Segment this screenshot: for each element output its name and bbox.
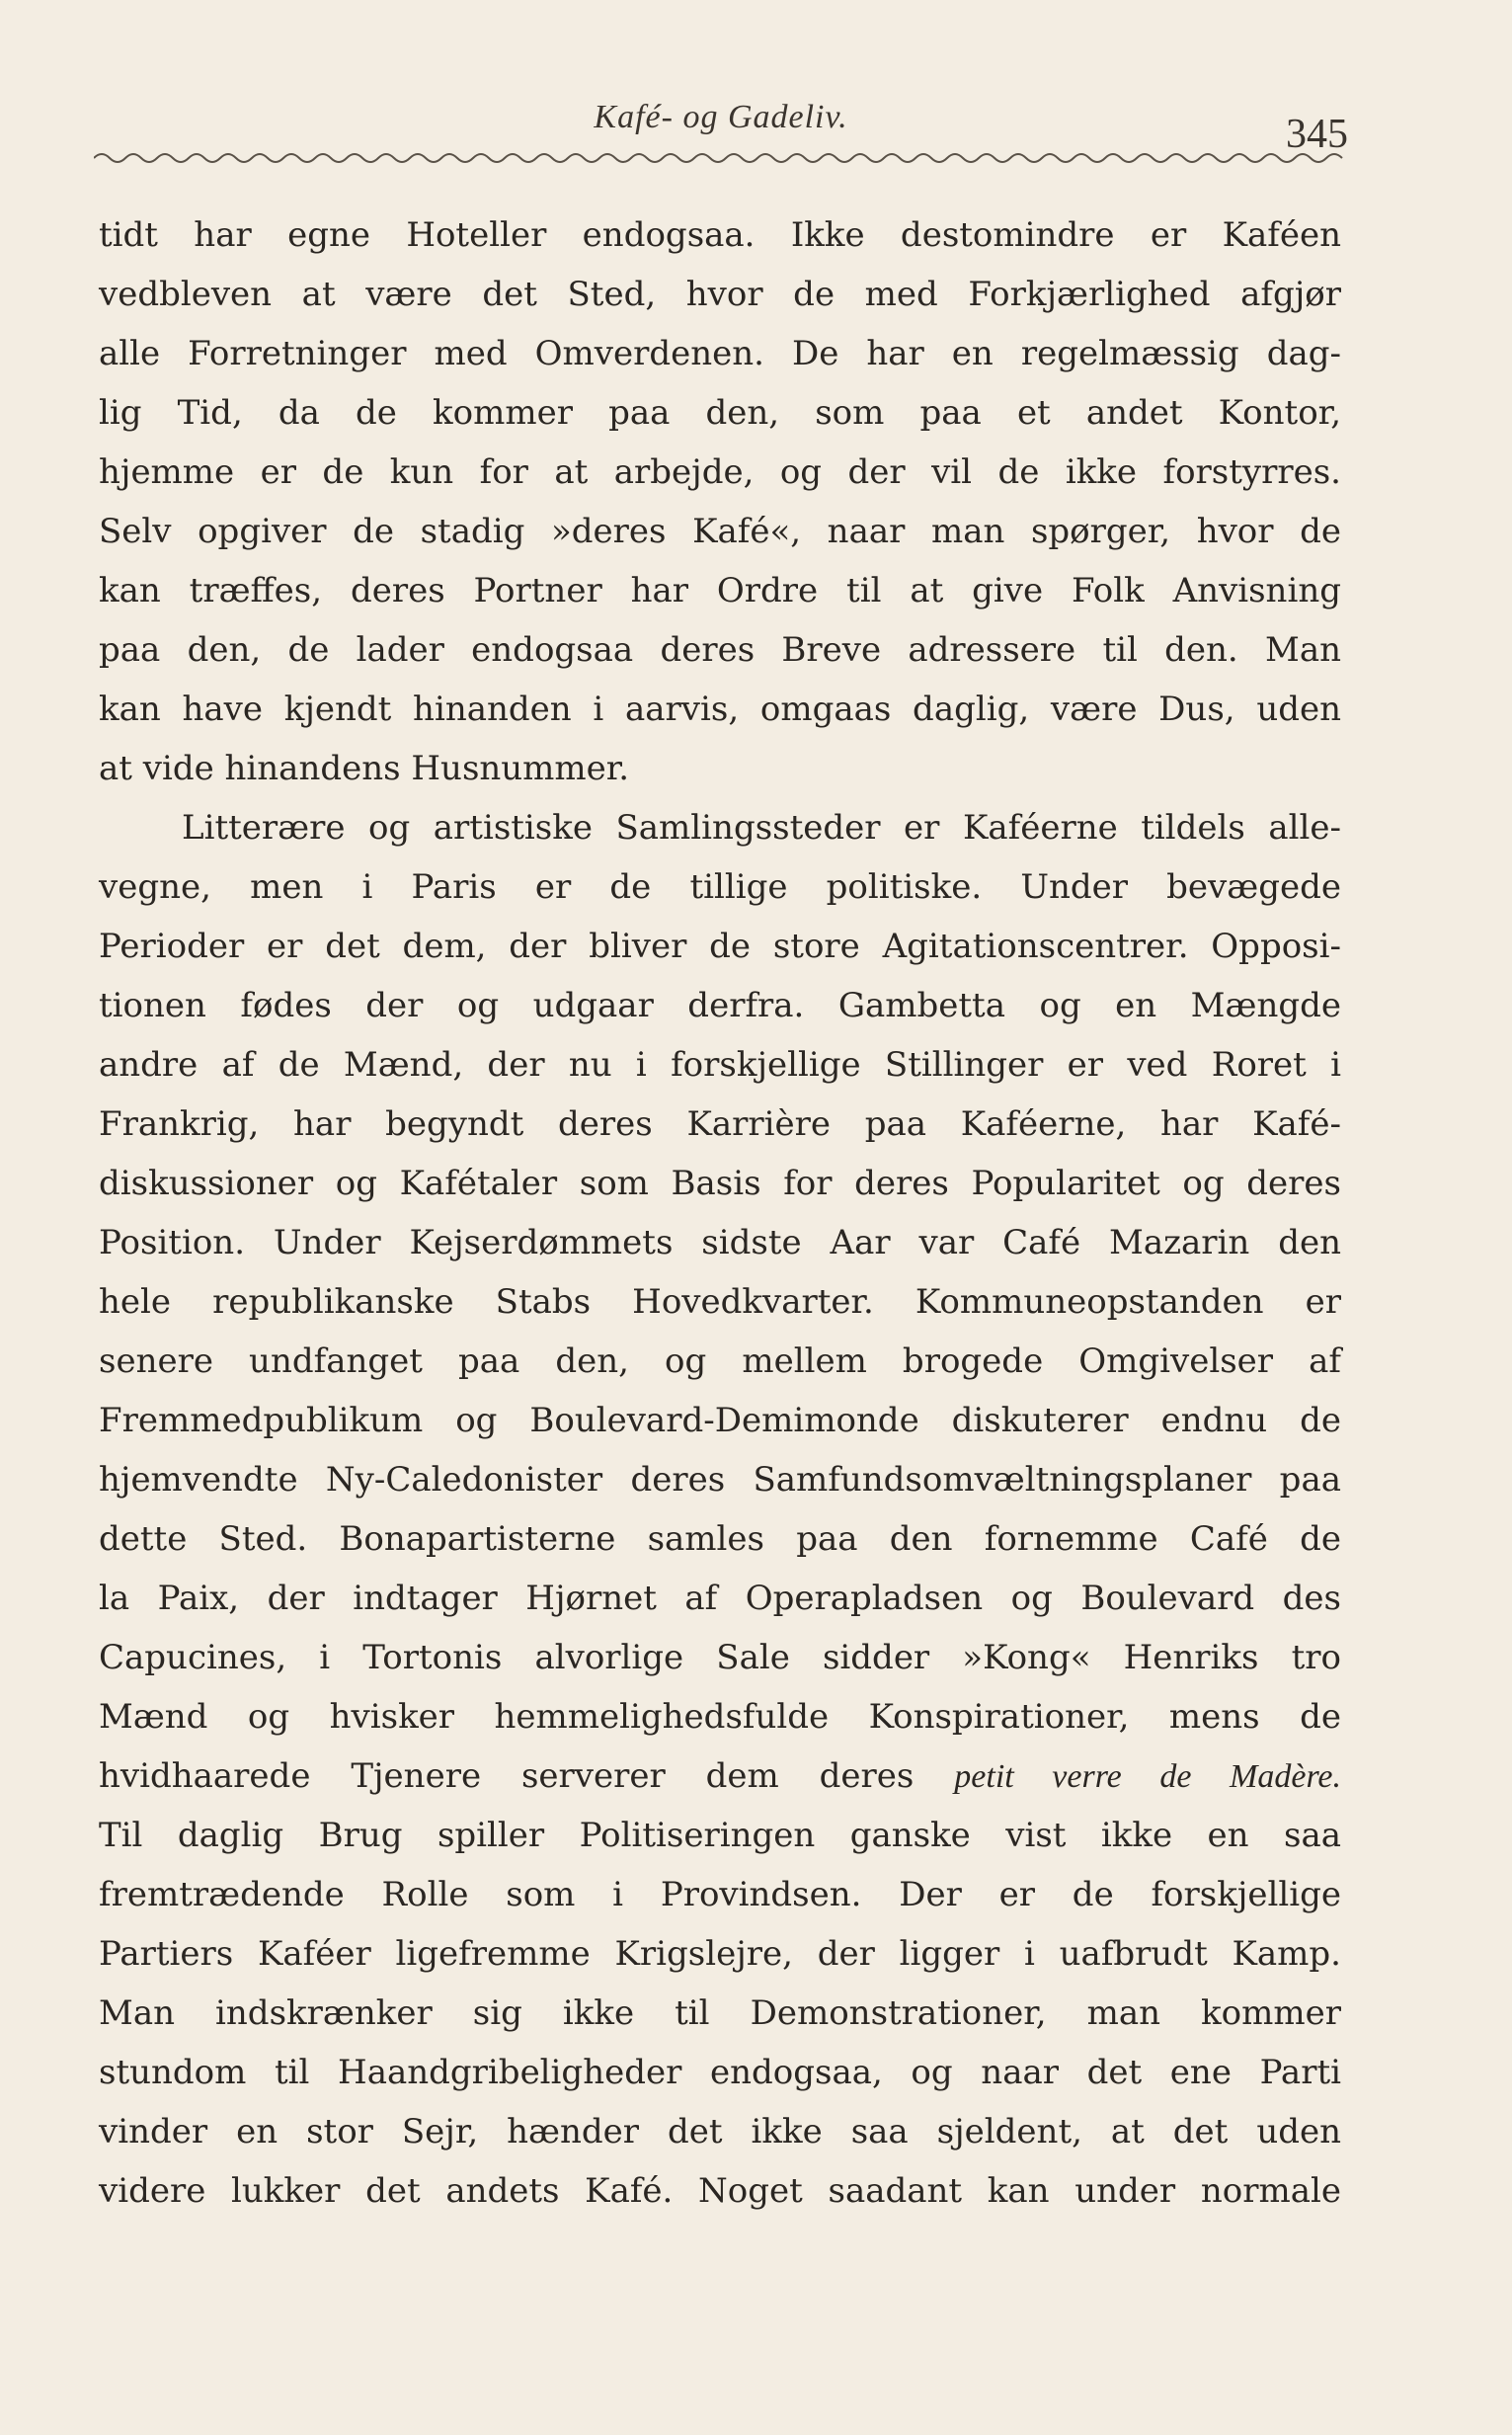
text-line: senere undfanget paa den, og mellem brogede Omgivelser af (99, 1341, 1341, 1381)
text-line: vinder en stor Sejr, hænder det ikke saa sjeldent, at det uden (99, 2112, 1341, 2151)
page-header (94, 99, 1348, 168)
text-line: vedbleven at være det Sted, hvor de med Forkjærlighed afgjør (99, 275, 1341, 314)
text-line: Fremmedpublikum og Boulevard-Demimonde diskuterer endnu de (99, 1401, 1341, 1440)
text-line: Capucines, i Tortonis alvorlige Sale sidder »Kong« Henriks tro (99, 1638, 1341, 1677)
text-line: alle Forretninger med Omverdenen. De har en regelmæssig dag- (99, 334, 1341, 373)
page-number: 345 (1286, 112, 1348, 157)
text-line: at vide hinandens Husnummer. (99, 749, 630, 788)
text-line-with-italic (99, 1746, 1341, 1806)
text-line: hele republikanske Stabs Hovedkvarter. Kommuneopstanden er (99, 1282, 1341, 1322)
text-line: la Paix, der indtager Hjørnet af Operapladsen og Boulevard des (99, 1579, 1341, 1618)
text-line: Frankrig, har begyndt deres Karrière paa Kaféerne, har Kafé- (99, 1104, 1341, 1144)
text-line: dette Sted. Bonapartisterne samles paa den fornemme Café de (99, 1519, 1341, 1559)
text-line: stundom til Haandgribeligheder endogsaa, og naar det ene Parti (99, 2053, 1341, 2092)
text-line: Selv opgiver de stadig »deres Kafé«, naar man spørger, hvor de (99, 512, 1341, 551)
wavy-rule-ornament (94, 150, 1348, 166)
text-line: Mænd og hvisker hemmelighedsfulde Konspirationer, mens de (99, 1697, 1341, 1737)
text-line: andre af de Mænd, der nu i forskjellige Stillinger er ved Roret i (99, 1045, 1341, 1085)
text-line: Litterære og artistiske Samlingssteder er Kaféerne tildels alle- (182, 808, 1341, 848)
text-line: hjemme er de kun for at arbejde, og der vil de ikke forstyrres. (99, 452, 1341, 492)
text-line: Position. Under Kejserdømmets sidste Aar var Café Mazarin den (99, 1223, 1341, 1262)
text-line: Partiers Kaféer ligefremme Krigslejre, der ligger i uafbrudt Kamp. (99, 1934, 1341, 1974)
text-segment: hvidhaarede Tjenere serverer dem deres (99, 1756, 915, 1796)
running-title: Kafé- og Gadeliv. (594, 99, 848, 135)
text-line: videre lukker det andets Kafé. Noget saadant kan under normale (99, 2171, 1341, 2211)
text-line: lig Tid, da de kommer paa den, som paa et andet Kontor, (99, 393, 1341, 433)
text-line: paa den, de lader endogsaa deres Breve adressere til den. Man (99, 630, 1341, 670)
text-line: Perioder er det dem, der bliver de store Agitationscentrer. Opposi- (99, 927, 1341, 966)
text-line: hjemvendte Ny-Caledonister deres Samfundsomvæltningsplaner paa (99, 1460, 1341, 1500)
body-text (99, 205, 1341, 2221)
text-line: kan have kjendt hinanden i aarvis, omgaas daglig, være Dus, uden (99, 690, 1341, 729)
text-line: Til daglig Brug spiller Politiseringen ganske vist ikke en saa (99, 1816, 1341, 1855)
text-line: kan træffes, deres Portner har Ordre til at give Folk Anvisning (99, 571, 1341, 610)
text-line: vegne, men i Paris er de tillige politiske. Under bevægede (99, 867, 1341, 907)
text-line: tidt har egne Hoteller endogsaa. Ikke destomindre er Kaféen (99, 215, 1341, 255)
text-line: Man indskrænker sig ikke til Demonstrationer, man kommer (99, 1993, 1341, 2033)
text-line: tionen fødes der og udgaar derfra. Gambetta og en Mængde (99, 986, 1341, 1025)
text-line: diskussioner og Kafétaler som Basis for deres Popularitet og deres (99, 1164, 1341, 1203)
text-line: fremtrædende Rolle som i Provindsen. Der er de forskjellige (99, 1875, 1341, 1914)
italic-phrase: petit verre de Madère. (954, 1758, 1342, 1795)
